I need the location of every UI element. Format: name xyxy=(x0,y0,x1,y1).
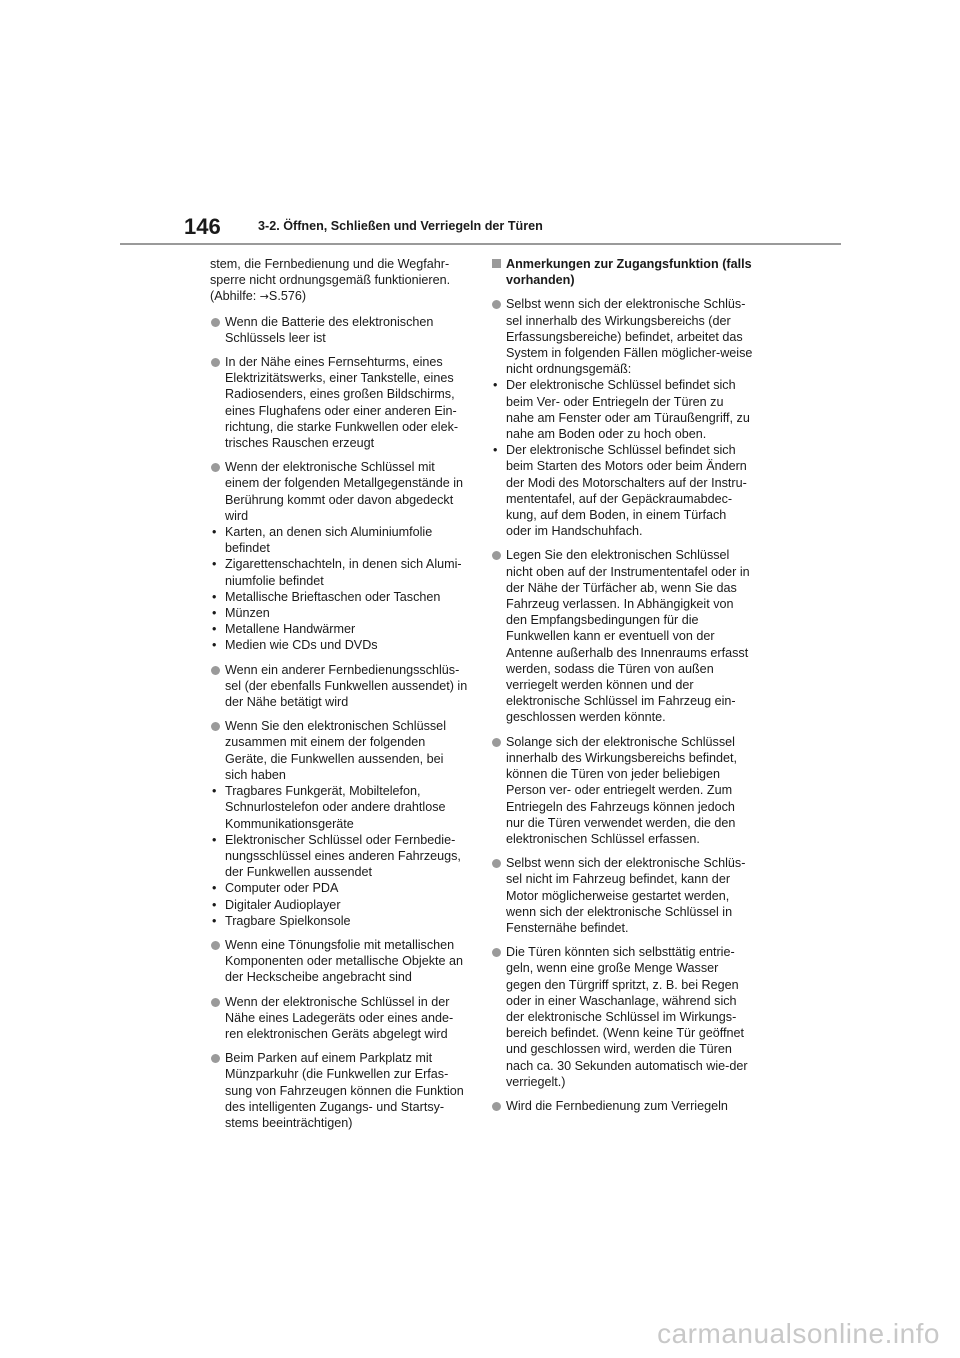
list-item: • Computer oder PDA xyxy=(225,880,468,896)
list-item: • Tragbares Funkgerät, Mobiltelefon, Schnurlostelefon oder andere drahtlose Kommunikationsgeräte xyxy=(225,783,468,832)
bullet-metal-objects xyxy=(210,459,468,653)
bullet-water-unlock: Die Türen könnten sich selbsttätig entrie-geln, wenn eine große Menge Wasser gegen den Türgriff spritzt, z. B. bei Regen oder in einer Waschanlage, während sich der elektronische Schlüssel im Wirkungs-bereich befindet. (Wenn keine Tür geöffnet und geschlossen wird, werden die Türen nach ca. 30 Sekunden automatisch wie-der verriegelt.) xyxy=(491,944,753,1090)
bullet-radio-devices-text: Wenn Sie den elektronischen Schlüssel zusammen mit einem der folgenden Geräte, die Funkwellen aussenden, bei sich haben xyxy=(210,718,468,783)
header-rule xyxy=(120,243,841,245)
bullet-battery-empty: Wenn die Batterie des elektronischen Schlüssels leer ist xyxy=(210,314,468,346)
list-item: • Karten, an denen sich Aluminiumfolie befindet xyxy=(225,524,468,556)
bullet-charger: Wenn der elektronische Schlüssel in der Nähe eines Ladegeräts oder eines ande-ren elektronischen Geräts abgelegt wird xyxy=(210,994,468,1043)
page-number: 146 xyxy=(184,214,221,239)
bullet-remote-lock: Wird die Fernbedienung zum Verriegeln xyxy=(491,1098,753,1114)
list-item: • Der elektronische Schlüssel befindet sich beim Ver- oder Entriegeln der Türen zu nahe am Fenster oder am Türaußengriff, zu nahe am Boden oder zu hoch oben. xyxy=(506,377,753,442)
list-item: • Der elektronische Schlüssel befindet sich beim Starten des Motors oder beim Ändern der Modi des Motorschalters auf der Instru-mententafel, auf der Gepäckraumabdec-kung, auf dem Boden, in einem Türfach oder im Handschuhfach. xyxy=(506,442,753,539)
detection-list xyxy=(491,377,753,539)
intro-paragraph xyxy=(210,256,468,306)
bullet-do-not-leave-key: Legen Sie den elektronischen Schlüssel nicht oben auf der Instrumententafel oder in der Nähe der Türfächer ab, wenn Sie das Fahrzeug verlassen. In Abhängigkeit von den Empfangsbedingungen für die Funkwellen kann er eventuell von der Antenne außerhalb des Innenraums erfasst werden, sodass die Türen von außen verriegelt werden können und der elektronische Schlüssel im Fahrzeug ein-geschlossen werden könnte. xyxy=(491,547,753,725)
list-item: • Medien wie CDs und DVDs xyxy=(225,637,468,653)
bullet-metal-objects-text: Wenn der elektronische Schlüssel mit einem der folgenden Metallgegenstände in Berührung kommt oder davon abgedeckt wird xyxy=(210,459,468,524)
intro-text: stem, die Fernbedienung und die Wegfahr-sperre nicht ordnungsgemäß funktionieren. (Abhilfe: xyxy=(210,257,451,304)
bullet-anyone-can-lock: Solange sich der elektronische Schlüssel innerhalb des Wirkungsbereichs befindet, können die Türen von jeder beliebigen Person ver- oder entriegelt werden. Zum Entriegeln des Fahrzeugs können jedoch nur die Türen verwendet werden, die den elektronischen Schlüssel erfassen. xyxy=(491,734,753,847)
section-title: 3-2. Öffnen, Schließen und Verriegeln der Türen xyxy=(258,219,543,233)
bullet-parking-meter: Beim Parken auf einem Parkplatz mit Münzparkuhr (die Funkwellen zur Erfas-sung von Fahrzeugen können die Funktion des intelligenten Zugangs- und Startsy-stems beeinträchtigen) xyxy=(210,1050,468,1131)
bullet-tint-film: Wenn eine Tönungsfolie mit metallischen Komponenten oder metallische Objekte an der Heckscheibe angebracht sind xyxy=(210,937,468,986)
list-item: • Metallene Handwärmer xyxy=(225,621,468,637)
bullet-detection-area-text: Selbst wenn sich der elektronische Schlüs-sel innerhalb des Wirkungsbereichs (der Erfassungsbereiche) befindet, arbeitet das System in folgenden Fällen möglicher-weise nicht ordnungsgemäß: xyxy=(491,296,753,377)
list-item: • Zigarettenschachteln, in denen sich Alumi-niumfolie befindet xyxy=(225,556,468,588)
intro-page-ref[interactable]: S.576) xyxy=(268,289,307,304)
list-item: • Elektronischer Schlüssel oder Fernbedie-nungsschlüssel eines anderen Fahrzeugs, der Funkwellen aussendet xyxy=(225,832,468,881)
access-function-heading: Anmerkungen zur Zugangsfunktion (falls vorhanden) xyxy=(491,256,753,288)
list-item: • Tragbare Spielkonsole xyxy=(225,913,468,929)
bullet-radio-devices xyxy=(210,718,468,929)
bullet-other-remote: Wenn ein anderer Fernbedienungsschlüs-sel (der ebenfalls Funkwellen aussendet) in der Nähe betätigt wird xyxy=(210,662,468,711)
bullet-detection-area xyxy=(491,296,753,539)
bullet-radio-interference: In der Nähe eines Fernsehturms, eines Elektrizitätswerks, einer Tankstelle, eines Radiosenders, eines großen Bildschirms, eines Flughafens oder einer anderen Ein-richtung, die starke Funkwellen oder elek-trisches Rauschen erzeugt xyxy=(210,354,468,451)
list-item: • Digitaler Audioplayer xyxy=(225,897,468,913)
right-column xyxy=(491,256,753,1122)
radio-devices-list xyxy=(210,783,468,929)
list-item: • Münzen xyxy=(225,605,468,621)
metal-objects-list xyxy=(210,524,468,654)
arrow-icon: → xyxy=(259,290,269,304)
left-column xyxy=(210,256,468,1139)
watermark: carmanualsonline.info xyxy=(657,1318,940,1349)
list-item: • Metallische Brieftaschen oder Taschen xyxy=(225,589,468,605)
bullet-engine-start: Selbst wenn sich der elektronische Schlüs-sel nicht im Fahrzeug befindet, kann der Motor möglicherweise gestartet werden, wenn sich der elektronische Schlüssel in Fensternähe befindet. xyxy=(491,855,753,936)
